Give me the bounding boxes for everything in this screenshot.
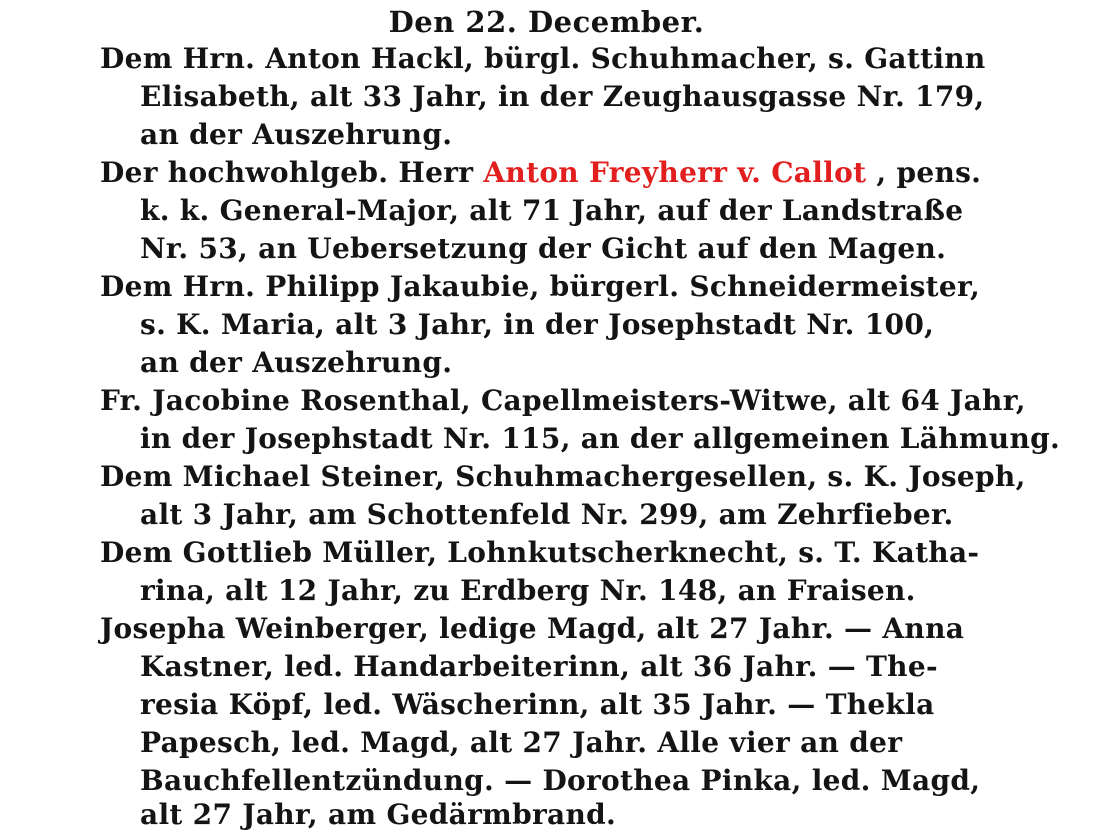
entry-line-highlighted — [100, 156, 981, 190]
entry-line: an der Auszehrung. — [140, 118, 453, 151]
entry-line: Dem Michael Steiner, Schuhmachergesellen, s. K. Joseph, — [100, 460, 1026, 493]
entry-line: Josepha Weinberger, ledige Magd, alt 27 Jahr. — Anna — [100, 612, 965, 645]
entry-line: Dem Gottlieb Müller, Lohnkutscherknecht, s. T. Katha- — [100, 536, 980, 569]
entry-line: Dem Hrn. Philipp Jakaubie, bürgerl. Schneidermeister, — [100, 270, 981, 303]
entry-line: k. k. General-Major, alt 71 Jahr, auf der Landstraße — [140, 194, 964, 227]
entry-suffix: , pens. — [866, 156, 982, 189]
entry-line: Papesch, led. Magd, alt 27 Jahr. Alle vier an der — [140, 726, 903, 759]
entry-line: Elisabeth, alt 33 Jahr, in der Zeughausgasse Nr. 179, — [140, 80, 985, 113]
entry-line: in der Josephstadt Nr. 115, an der allgemeinen Lähmung. — [140, 422, 1061, 455]
entry-line: Fr. Jacobine Rosenthal, Capellmeisters-Witwe, alt 64 Jahr, — [100, 384, 1026, 417]
highlighted-name: Anton Freyherr v. Callot — [483, 156, 867, 189]
entry-line: alt 3 Jahr, am Schottenfeld Nr. 299, am Zehrfieber. — [140, 498, 954, 531]
entry-line: alt 27 Jahr, am Gedärmbrand. — [140, 798, 617, 831]
entry-line: rina, alt 12 Jahr, zu Erdberg Nr. 148, an Fraisen. — [140, 574, 916, 607]
entry-line: resia Köpf, led. Wäscherinn, alt 35 Jahr. — Thekla — [140, 688, 935, 721]
entry-prefix: Der hochwohlgeb. Herr — [100, 156, 484, 189]
section-heading: Den 22. December. — [388, 5, 705, 39]
entry-line: Bauchfellentzündung. — Dorothea Pinka, led. Magd, — [140, 764, 981, 797]
entry-line: Kastner, led. Handarbeiterinn, alt 36 Jahr. — The- — [140, 650, 938, 683]
entry-line: an der Auszehrung. — [140, 346, 453, 379]
entry-line: s. K. Maria, alt 3 Jahr, in der Josephstadt Nr. 100, — [140, 308, 935, 341]
entry-line: Nr. 53, an Uebersetzung der Gicht auf den Magen. — [140, 232, 947, 265]
entry-line: Dem Hrn. Anton Hackl, bürgl. Schuhmacher, s. Gattinn — [100, 42, 986, 75]
